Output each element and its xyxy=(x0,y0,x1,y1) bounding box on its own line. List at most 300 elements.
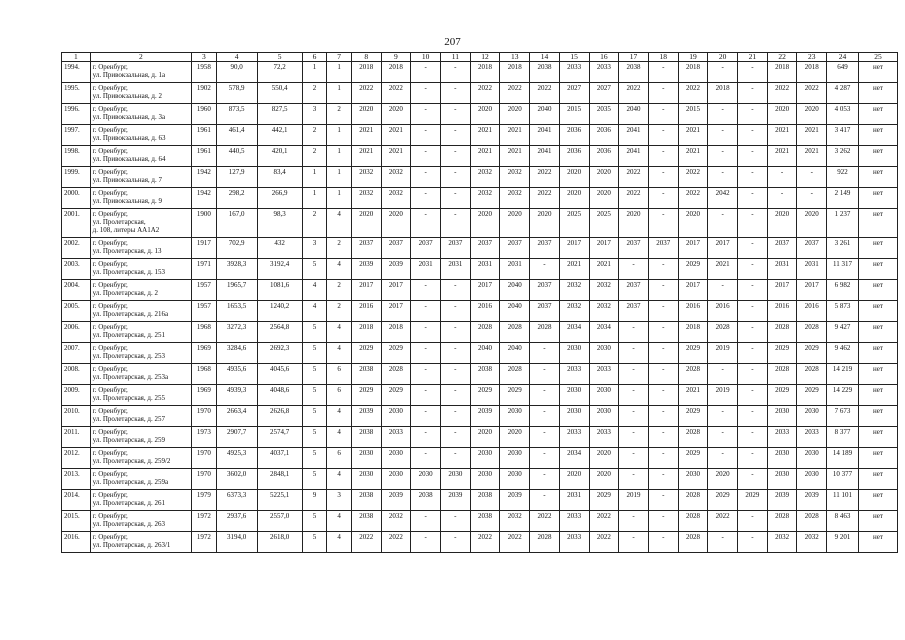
table-cell-col-17: - xyxy=(619,406,649,427)
table-cell-col-16: 2022 xyxy=(589,532,619,553)
table-cell-col-15: 2020 xyxy=(559,469,589,490)
table-cell-col-8: 2018 xyxy=(351,62,381,83)
table-body xyxy=(62,62,898,553)
table-cell-col-11: - xyxy=(440,427,470,448)
table-cell-col-9: 2033 xyxy=(381,427,411,448)
table-cell-col-12: 2040 xyxy=(470,343,500,364)
table-cell-col-18: - xyxy=(648,259,678,280)
table-row xyxy=(62,406,898,427)
table-row xyxy=(62,104,898,125)
row-number: 2015. xyxy=(62,511,91,532)
address-line: г. Оренбург, xyxy=(92,189,128,197)
table-cell-col-22: 2017 xyxy=(767,280,797,301)
address-cell xyxy=(90,490,191,511)
table-cell-col-5: 4045,6 xyxy=(257,364,302,385)
table-cell-col-20: - xyxy=(708,146,738,167)
table-cell-col-21: - xyxy=(738,167,768,188)
table-cell-col-5: 2574,7 xyxy=(257,427,302,448)
table-cell-col-11: - xyxy=(440,406,470,427)
address-line: г. Оренбург, xyxy=(92,168,128,176)
address-cell xyxy=(90,259,191,280)
table-cell-col-21: - xyxy=(738,188,768,209)
address-line: ул. Пролетарская, д. 255 xyxy=(92,394,165,402)
table-cell-col-10: - xyxy=(411,532,441,553)
table-cell-col-22: 2039 xyxy=(767,490,797,511)
table-cell-col-14: 2022 xyxy=(530,511,560,532)
table-cell-col-19: 2021 xyxy=(678,385,708,406)
table-cell-col-14: - xyxy=(530,448,560,469)
table-cell-col-9: 2021 xyxy=(381,125,411,146)
table-cell-col-9: 2030 xyxy=(381,448,411,469)
address-cell xyxy=(90,125,191,146)
table-cell-col-20: 2022 xyxy=(708,511,738,532)
table-cell-col-7: 4 xyxy=(327,532,352,553)
table-cell-col-19: 2017 xyxy=(678,280,708,301)
table-cell-col-3: 1960 xyxy=(192,104,217,125)
table-cell-col-13: 2032 xyxy=(500,188,530,209)
table-cell-col-14: - xyxy=(530,385,560,406)
table-cell-col-7: 1 xyxy=(327,125,352,146)
table-cell-col-14: 2037 xyxy=(530,280,560,301)
table-cell-col-17: - xyxy=(619,448,649,469)
table-cell-col-12: 2030 xyxy=(470,469,500,490)
table-cell-col-10: 2030 xyxy=(411,469,441,490)
table-cell-col-10: - xyxy=(411,62,441,83)
table-row xyxy=(62,469,898,490)
address-line: ул. Привокзальная, д. 64 xyxy=(92,155,166,163)
table-cell-col-3: 1902 xyxy=(192,83,217,104)
address-line: ул. Пролетарская, д. 257 xyxy=(92,415,165,423)
table-cell-col-7: 2 xyxy=(327,104,352,125)
table-cell-col-4: 127,9 xyxy=(216,167,257,188)
table-cell-col-15: 2034 xyxy=(559,322,589,343)
table-cell-col-12: 2039 xyxy=(470,406,500,427)
table-cell-col-14: - xyxy=(530,406,560,427)
address-line: г. Оренбург, xyxy=(92,63,128,71)
address-line: г. Оренбург, xyxy=(92,512,128,520)
table-cell-col-19: 2028 xyxy=(678,532,708,553)
table-cell-col-17: 2041 xyxy=(619,125,649,146)
table-cell-col-24: 7 673 xyxy=(827,406,859,427)
table-cell-col-7: 1 xyxy=(327,62,352,83)
table-cell-col-16: 2033 xyxy=(589,62,619,83)
table-cell-col-15: 2030 xyxy=(559,406,589,427)
address-line: г. Оренбург, xyxy=(92,365,128,373)
table-cell-col-24: 5 873 xyxy=(827,301,859,322)
address-line: ул. Пролетарская, д. 251 xyxy=(92,331,165,339)
header-row xyxy=(62,53,898,62)
table-cell-col-18: - xyxy=(648,188,678,209)
table-cell-col-11: - xyxy=(440,511,470,532)
table-cell-col-8: 2030 xyxy=(351,469,381,490)
table-cell-col-8: 2020 xyxy=(351,104,381,125)
table-cell-col-15: 2020 xyxy=(559,167,589,188)
column-header-18: 18 xyxy=(648,53,678,62)
table-cell-col-10: - xyxy=(411,167,441,188)
table-cell-col-13: 2030 xyxy=(500,406,530,427)
column-header-17: 17 xyxy=(619,53,649,62)
table-cell-col-22: 2021 xyxy=(767,125,797,146)
table-cell-col-14: - xyxy=(530,364,560,385)
table-cell-col-21: - xyxy=(738,322,768,343)
table-cell-col-3: 1970 xyxy=(192,406,217,427)
table-cell-col-14: 2020 xyxy=(530,209,560,238)
address-line: ул. Пролетарская, д. 153 xyxy=(92,268,165,276)
table-cell-col-20: 2016 xyxy=(708,301,738,322)
table-cell-col-24: 4 287 xyxy=(827,83,859,104)
table-cell-col-21: 2029 xyxy=(738,490,768,511)
table-cell-col-10: - xyxy=(411,511,441,532)
table-cell-col-25: нет xyxy=(858,490,897,511)
table-cell-col-17: - xyxy=(619,343,649,364)
table-cell-col-18: - xyxy=(648,83,678,104)
table-cell-col-25: нет xyxy=(858,343,897,364)
table-cell-col-6: 1 xyxy=(302,188,327,209)
table-cell-col-23: 2020 xyxy=(797,104,827,125)
table-cell-col-23: 2020 xyxy=(797,209,827,238)
row-number: 2016. xyxy=(62,532,91,553)
table-cell-col-25: нет xyxy=(858,511,897,532)
table-row xyxy=(62,62,898,83)
column-header-16: 16 xyxy=(589,53,619,62)
table-cell-col-22: 2030 xyxy=(767,406,797,427)
table-cell-col-18: - xyxy=(648,469,678,490)
table-cell-col-11: - xyxy=(440,343,470,364)
table-cell-col-17: 2037 xyxy=(619,280,649,301)
table-cell-col-3: 1970 xyxy=(192,448,217,469)
table-cell-col-24: 4 053 xyxy=(827,104,859,125)
table-cell-col-15: 2017 xyxy=(559,238,589,259)
address-line: ул. Пролетарская, д. 261 xyxy=(92,499,165,507)
table-cell-col-16: 2029 xyxy=(589,490,619,511)
table-cell-col-7: 6 xyxy=(327,448,352,469)
table-cell-col-19: 2021 xyxy=(678,125,708,146)
column-header-7: 7 xyxy=(327,53,352,62)
table-cell-col-5: 266,9 xyxy=(257,188,302,209)
column-header-25: 25 xyxy=(858,53,897,62)
table-cell-col-4: 2907,7 xyxy=(216,427,257,448)
column-header-13: 13 xyxy=(500,53,530,62)
table-row xyxy=(62,146,898,167)
column-header-3: 3 xyxy=(192,53,217,62)
table-cell-col-19: 2029 xyxy=(678,343,708,364)
table-cell-col-6: 1 xyxy=(302,167,327,188)
table-cell-col-4: 3194,0 xyxy=(216,532,257,553)
table-cell-col-11: - xyxy=(440,83,470,104)
column-header-6: 6 xyxy=(302,53,327,62)
table-cell-col-8: 2020 xyxy=(351,209,381,238)
table-cell-col-16: 2030 xyxy=(589,385,619,406)
table-cell-col-23: 2022 xyxy=(797,83,827,104)
table-cell-col-6: 2 xyxy=(302,83,327,104)
table-cell-col-21: - xyxy=(738,364,768,385)
row-number: 1995. xyxy=(62,83,91,104)
table-cell-col-18: - xyxy=(648,280,678,301)
table-cell-col-12: 2020 xyxy=(470,104,500,125)
table-cell-col-4: 167,0 xyxy=(216,209,257,238)
address-cell xyxy=(90,322,191,343)
table-row xyxy=(62,238,898,259)
table-cell-col-9: 2032 xyxy=(381,511,411,532)
table-cell-col-18: - xyxy=(648,301,678,322)
table-cell-col-7: 4 xyxy=(327,343,352,364)
address-line: ул. Пролетарская, xyxy=(92,218,146,226)
table-cell-col-18: - xyxy=(648,427,678,448)
table-cell-col-8: 2038 xyxy=(351,511,381,532)
table-cell-col-24: 14 219 xyxy=(827,364,859,385)
table-cell-col-13: 2022 xyxy=(500,83,530,104)
table-cell-col-13: 2028 xyxy=(500,364,530,385)
table-cell-col-17: 2022 xyxy=(619,83,649,104)
table-cell-col-14: - xyxy=(530,259,560,280)
table-cell-col-5: 2618,0 xyxy=(257,532,302,553)
table-cell-col-19: 2015 xyxy=(678,104,708,125)
table-row xyxy=(62,490,898,511)
table-cell-col-5: 98,3 xyxy=(257,209,302,238)
table-cell-col-14: 2022 xyxy=(530,167,560,188)
address-line: г. Оренбург, xyxy=(92,386,128,394)
table-cell-col-25: нет xyxy=(858,322,897,343)
table-cell-col-7: 1 xyxy=(327,188,352,209)
table-cell-col-19: 2017 xyxy=(678,238,708,259)
table-cell-col-14: - xyxy=(530,469,560,490)
table-cell-col-10: - xyxy=(411,343,441,364)
table-cell-col-21: - xyxy=(738,448,768,469)
table-cell-col-21: - xyxy=(738,385,768,406)
table-cell-col-12: 2032 xyxy=(470,167,500,188)
column-header-15: 15 xyxy=(559,53,589,62)
table-cell-col-19: 2028 xyxy=(678,490,708,511)
table-cell-col-19: 2020 xyxy=(678,209,708,238)
table-cell-col-22: 2032 xyxy=(767,532,797,553)
table-cell-col-11: - xyxy=(440,322,470,343)
table-cell-col-19: 2028 xyxy=(678,364,708,385)
table-cell-col-12: 2016 xyxy=(470,301,500,322)
table-cell-col-25: нет xyxy=(858,62,897,83)
table-row xyxy=(62,448,898,469)
row-number: 1998. xyxy=(62,146,91,167)
table-cell-col-17: - xyxy=(619,364,649,385)
table-cell-col-3: 1900 xyxy=(192,209,217,238)
table-cell-col-22: 2020 xyxy=(767,104,797,125)
row-number: 2007. xyxy=(62,343,91,364)
table-cell-col-23: 2018 xyxy=(797,62,827,83)
row-number: 2000. xyxy=(62,188,91,209)
table-cell-col-5: 442,1 xyxy=(257,125,302,146)
table-cell-col-11: - xyxy=(440,188,470,209)
table-cell-col-23: 2021 xyxy=(797,146,827,167)
table-cell-col-6: 5 xyxy=(302,511,327,532)
address-cell xyxy=(90,238,191,259)
table-header xyxy=(62,53,898,62)
table-cell-col-7: 2 xyxy=(327,238,352,259)
column-header-9: 9 xyxy=(381,53,411,62)
table-cell-col-16: 2020 xyxy=(589,188,619,209)
table-cell-col-9: 2029 xyxy=(381,385,411,406)
table-cell-col-7: 3 xyxy=(327,490,352,511)
table-cell-col-16: 2035 xyxy=(589,104,619,125)
table-cell-col-24: 9 462 xyxy=(827,343,859,364)
table-cell-col-16: 2033 xyxy=(589,364,619,385)
table-cell-col-21: - xyxy=(738,532,768,553)
table-cell-col-21: - xyxy=(738,301,768,322)
table-cell-col-7: 4 xyxy=(327,259,352,280)
table-cell-col-20: - xyxy=(708,364,738,385)
table-cell-col-20: 2019 xyxy=(708,343,738,364)
row-number: 2014. xyxy=(62,490,91,511)
table-cell-col-18: - xyxy=(648,490,678,511)
table-cell-col-23: 2032 xyxy=(797,532,827,553)
table-cell-col-25: нет xyxy=(858,167,897,188)
table-cell-col-9: 2020 xyxy=(381,209,411,238)
table-cell-col-9: 2039 xyxy=(381,490,411,511)
table-cell-col-16: 2020 xyxy=(589,448,619,469)
table-cell-col-18: - xyxy=(648,448,678,469)
table-cell-col-13: 2028 xyxy=(500,322,530,343)
table-cell-col-23: 2030 xyxy=(797,406,827,427)
table-cell-col-13: 2020 xyxy=(500,104,530,125)
table-cell-col-10: - xyxy=(411,385,441,406)
table-cell-col-20: 2028 xyxy=(708,322,738,343)
table-cell-col-22: 2028 xyxy=(767,322,797,343)
table-cell-col-3: 1971 xyxy=(192,259,217,280)
row-number: 2001. xyxy=(62,209,91,238)
table-cell-col-5: 2626,8 xyxy=(257,406,302,427)
table-cell-col-24: 649 xyxy=(827,62,859,83)
table-cell-col-17: - xyxy=(619,259,649,280)
table-cell-col-5: 1240,2 xyxy=(257,301,302,322)
table-cell-col-3: 1979 xyxy=(192,490,217,511)
table-cell-col-5: 2848,1 xyxy=(257,469,302,490)
table-cell-col-15: 2033 xyxy=(559,427,589,448)
table-cell-col-13: 2031 xyxy=(500,259,530,280)
table-cell-col-18: - xyxy=(648,104,678,125)
table-cell-col-21: - xyxy=(738,343,768,364)
table-cell-col-19: 2029 xyxy=(678,406,708,427)
table-cell-col-10: - xyxy=(411,146,441,167)
table-cell-col-7: 4 xyxy=(327,427,352,448)
table-cell-col-5: 2557,0 xyxy=(257,511,302,532)
table-cell-col-17: - xyxy=(619,427,649,448)
table-cell-col-12: 2022 xyxy=(470,532,500,553)
address-line: г. Оренбург, xyxy=(92,281,128,289)
table-cell-col-9: 2039 xyxy=(381,259,411,280)
table-cell-col-20: 2042 xyxy=(708,188,738,209)
table-cell-col-23: 2028 xyxy=(797,364,827,385)
table-cell-col-12: 2028 xyxy=(470,322,500,343)
table-cell-col-19: 2016 xyxy=(678,301,708,322)
table-cell-col-8: 2032 xyxy=(351,188,381,209)
table-cell-col-10: - xyxy=(411,406,441,427)
address-line: ул. Привокзальная, д. 2 xyxy=(92,92,162,100)
table-cell-col-20: - xyxy=(708,62,738,83)
table-cell-col-16: 2036 xyxy=(589,125,619,146)
table-cell-col-8: 2032 xyxy=(351,167,381,188)
table-row xyxy=(62,385,898,406)
table-cell-col-14: 2022 xyxy=(530,83,560,104)
address-line: г. Оренбург, xyxy=(92,147,128,155)
table-cell-col-6: 4 xyxy=(302,280,327,301)
table-cell-col-18: - xyxy=(648,406,678,427)
table-cell-col-6: 5 xyxy=(302,427,327,448)
table-cell-col-5: 827,5 xyxy=(257,104,302,125)
table-cell-col-23: 2016 xyxy=(797,301,827,322)
table-cell-col-21: - xyxy=(738,83,768,104)
table-cell-col-24: 10 377 xyxy=(827,469,859,490)
table-cell-col-5: 5225,1 xyxy=(257,490,302,511)
table-cell-col-4: 440,5 xyxy=(216,146,257,167)
table-cell-col-6: 5 xyxy=(302,343,327,364)
table-cell-col-22: - xyxy=(767,167,797,188)
table-cell-col-3: 1957 xyxy=(192,280,217,301)
table-cell-col-3: 1972 xyxy=(192,532,217,553)
row-number: 2012. xyxy=(62,448,91,469)
table-cell-col-7: 4 xyxy=(327,511,352,532)
address-line: г. Оренбург, xyxy=(92,344,128,352)
address-cell xyxy=(90,343,191,364)
table-cell-col-12: 2017 xyxy=(470,280,500,301)
table-cell-col-6: 2 xyxy=(302,125,327,146)
column-header-11: 11 xyxy=(440,53,470,62)
address-line: г. Оренбург, xyxy=(92,126,128,134)
table-row xyxy=(62,427,898,448)
row-number: 1994. xyxy=(62,62,91,83)
address-line: г. Оренбург, xyxy=(92,323,128,331)
table-cell-col-11: 2037 xyxy=(440,238,470,259)
table-cell-col-17: - xyxy=(619,532,649,553)
table-cell-col-3: 1957 xyxy=(192,301,217,322)
row-number: 2013. xyxy=(62,469,91,490)
table-cell-col-4: 1965,7 xyxy=(216,280,257,301)
table-cell-col-20: - xyxy=(708,280,738,301)
table-cell-col-13: 2030 xyxy=(500,448,530,469)
address-line: ул. Пролетарская, д. 259/2 xyxy=(92,457,171,465)
table-cell-col-17: 2037 xyxy=(619,238,649,259)
table-cell-col-13: 2040 xyxy=(500,343,530,364)
address-line: г. Оренбург, xyxy=(92,302,128,310)
table-cell-col-22: 2031 xyxy=(767,259,797,280)
table-cell-col-6: 9 xyxy=(302,490,327,511)
table-row xyxy=(62,532,898,553)
address-line: ул. Пролетарская, д. 216а xyxy=(92,310,169,318)
table-cell-col-18: - xyxy=(648,532,678,553)
table-cell-col-6: 3 xyxy=(302,104,327,125)
address-cell xyxy=(90,385,191,406)
table-cell-col-14: 2041 xyxy=(530,146,560,167)
table-cell-col-15: 2015 xyxy=(559,104,589,125)
column-header-24: 24 xyxy=(827,53,859,62)
table-cell-col-10: - xyxy=(411,125,441,146)
table-cell-col-10: - xyxy=(411,83,441,104)
table-cell-col-20: 2029 xyxy=(708,490,738,511)
address-line: г. Оренбург, xyxy=(92,533,128,541)
table-cell-col-10: - xyxy=(411,104,441,125)
table-cell-col-16: 2027 xyxy=(589,83,619,104)
table-cell-col-10: - xyxy=(411,188,441,209)
address-cell xyxy=(90,167,191,188)
table-cell-col-17: 2020 xyxy=(619,209,649,238)
table-cell-col-11: 2030 xyxy=(440,469,470,490)
address-cell xyxy=(90,427,191,448)
table-cell-col-11: - xyxy=(440,146,470,167)
table-cell-col-17: 2041 xyxy=(619,146,649,167)
table-cell-col-16: 2034 xyxy=(589,322,619,343)
table-cell-col-18: - xyxy=(648,322,678,343)
table-cell-col-11: - xyxy=(440,125,470,146)
table-cell-col-8: 2039 xyxy=(351,406,381,427)
row-number: 2002. xyxy=(62,238,91,259)
table-cell-col-22: 2018 xyxy=(767,62,797,83)
